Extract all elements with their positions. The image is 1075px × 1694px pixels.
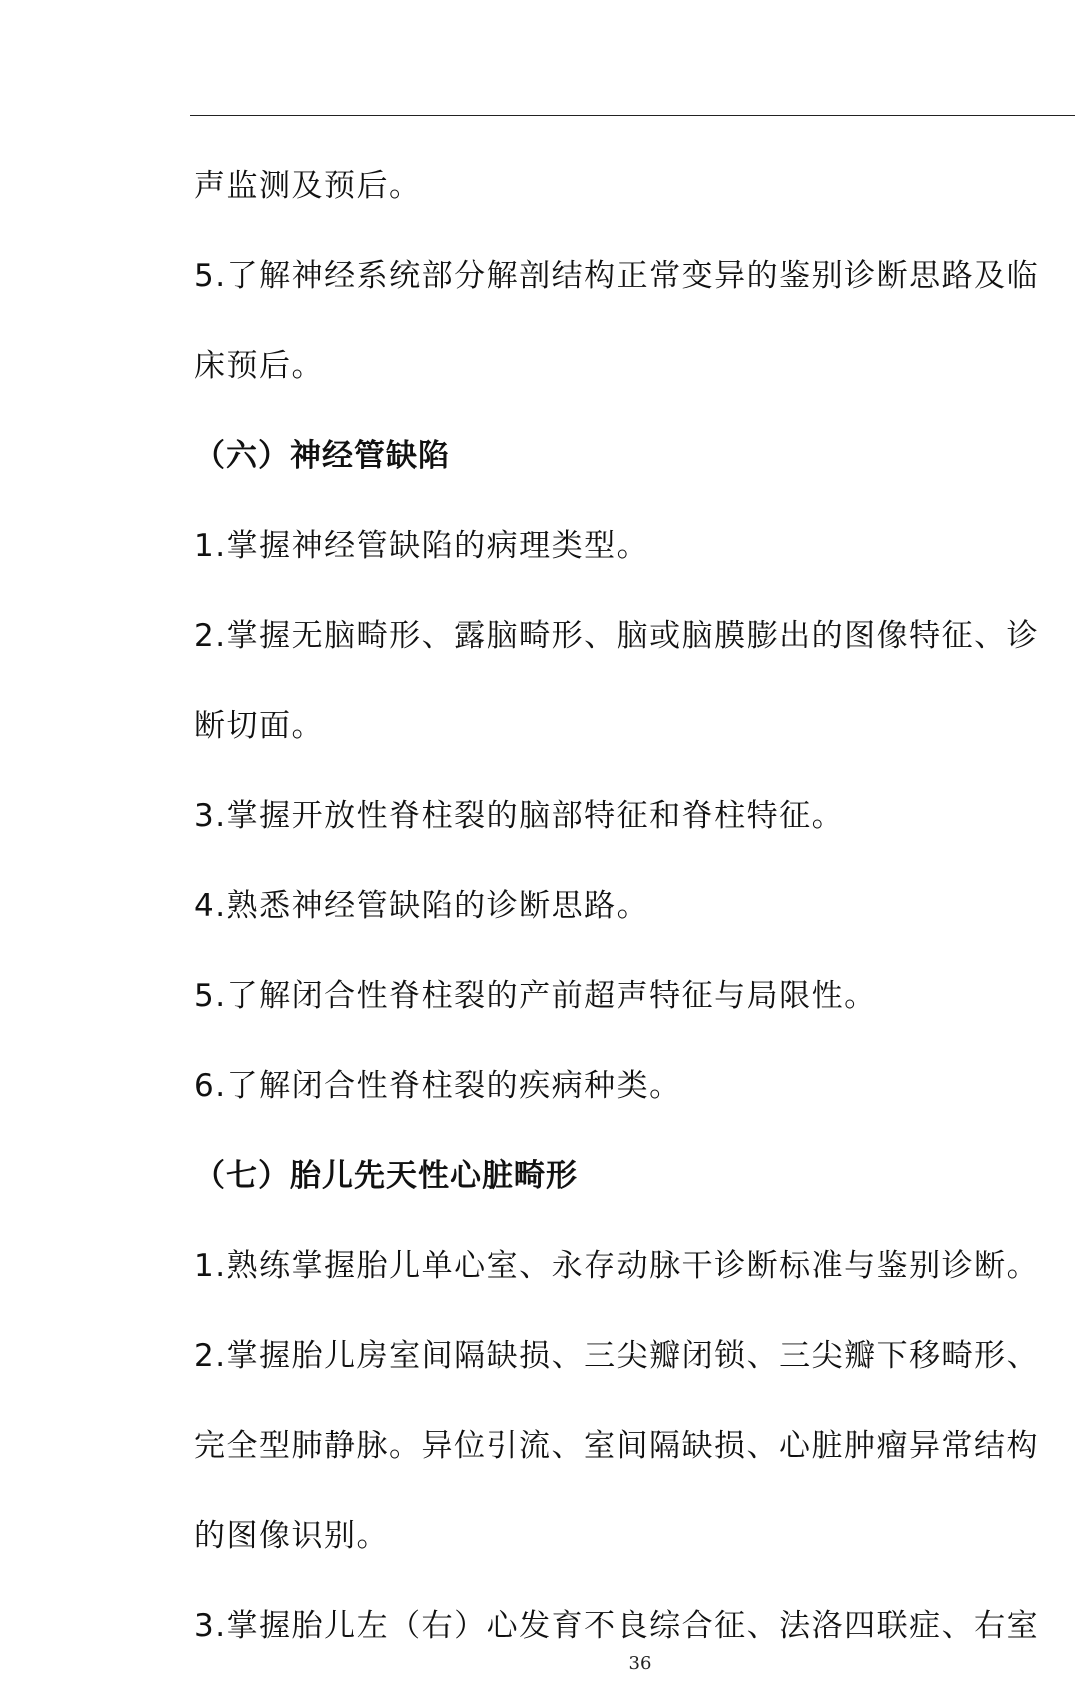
paragraph-line: 5.了解闭合性脊柱裂的产前超声特征与局限性。 [194,978,877,1014]
paragraph-line: 1.熟练掌握胎儿单心室、永存动脉干诊断标准与鉴别诊断。 [194,1248,1040,1284]
paragraph-line: 断切面。 [194,708,324,744]
section-heading: （六）神经管缺陷 [194,438,450,474]
paragraph-line: 5.了解神经系统部分解剖结构正常变异的鉴别诊断思路及临 [194,258,1040,294]
header-rule [190,115,1075,116]
page-number: 36 [628,1653,652,1674]
paragraph-line: 1.掌握神经管缺陷的病理类型。 [194,528,650,564]
paragraph-line: 声监测及预后。 [194,168,422,204]
paragraph-line: 4.熟悉神经管缺陷的诊断思路。 [194,888,650,924]
paragraph-line: 的图像识别。 [194,1518,389,1554]
paragraph-line: 3.掌握胎儿左（右）心发育不良综合征、法洛四联症、右室 [194,1608,1040,1644]
paragraph-line: 2.掌握胎儿房室间隔缺损、三尖瓣闭锁、三尖瓣下移畸形、 [194,1338,1040,1374]
paragraph-line: 床预后。 [194,348,324,384]
paragraph-line: 6.了解闭合性脊柱裂的疾病种类。 [194,1068,682,1104]
paragraph-line: 2.掌握无脑畸形、露脑畸形、脑或脑膜膨出的图像特征、诊 [194,618,1040,654]
paragraph-line: 完全型肺静脉。异位引流、室间隔缺损、心脏肿瘤异常结构 [194,1428,1039,1464]
section-heading: （七）胎儿先天性心脏畸形 [194,1158,578,1194]
paragraph-line: 3.掌握开放性脊柱裂的脑部特征和脊柱特征。 [194,798,845,834]
